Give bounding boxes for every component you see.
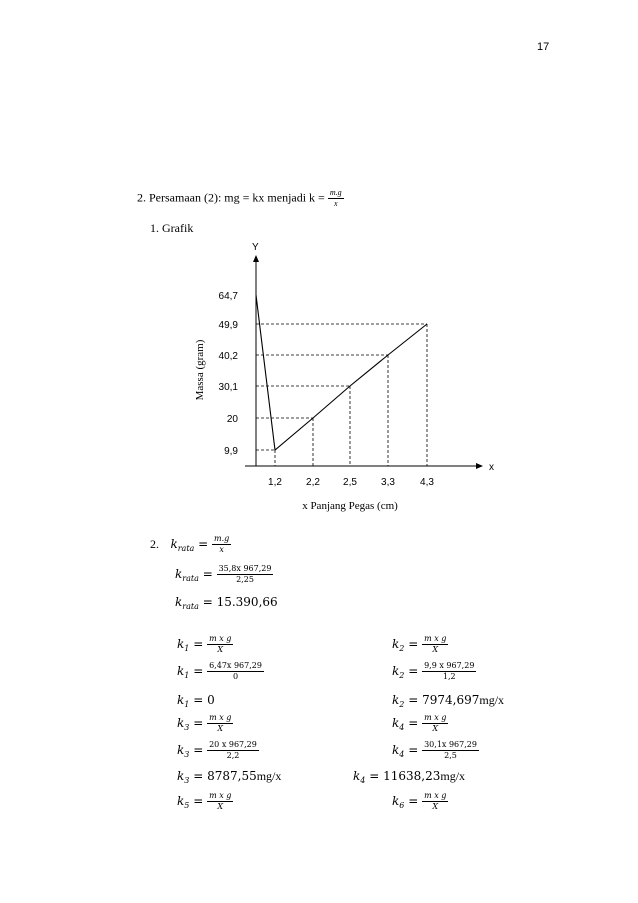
- k2-formula: $k_2$ = $\frac{\text{m x g}}{X}$: [392, 634, 447, 654]
- k3-formula-fraction: $\frac{\text{m x g}}{X}$: [209, 713, 232, 733]
- k-symbol: k: [175, 595, 183, 609]
- k5-formula: $k_5$ = $\frac{\text{m x g}}{X}$: [177, 791, 232, 811]
- k1-formula: $k_1$ = $\frac{\text{m x g}}{X}$: [177, 634, 232, 654]
- y-axis-arrow: [253, 255, 259, 262]
- k2-result: $k_2 = 7974,697mg/x$: [392, 693, 505, 709]
- k1-result: $k_1 = 0$: [177, 693, 215, 709]
- k-avg-result: [175, 595, 278, 611]
- k-avg-fraction: [212, 535, 231, 554]
- y-tick-label: 9,9: [224, 446, 238, 457]
- x-tick-label: 3,3: [381, 477, 395, 488]
- y-axis-title: Massa (gram): [194, 339, 206, 401]
- k-fraction-numerator: m.g: [329, 188, 342, 197]
- k-avg-substitution-fraction: [217, 565, 274, 584]
- k2-substitution: $k_2$ = $\frac{9,9 x 967,29}{1,2}$: [392, 661, 475, 681]
- y-tick-label: 30,1: [218, 382, 238, 393]
- k4-formula-fraction: $\frac{\text{m x g}}{X}$: [424, 713, 447, 733]
- k-fraction-denominator: x: [333, 199, 338, 208]
- k6-formula: $k_6$ = $\frac{\text{m x g}}{X}$: [392, 791, 447, 811]
- x-tick-label: 2,2: [306, 477, 320, 488]
- y-tick-label: 64,7: [218, 291, 238, 302]
- chart-area: [194, 242, 494, 512]
- k4-substitution-fraction: $\frac{30,1x 967,29}{2,5}$: [424, 740, 477, 760]
- k3-formula: $k_3$ = $\frac{\text{m x g}}{X}$: [177, 713, 232, 733]
- k1-substitution-fraction: $\frac{6,47x 967,29}{0}$: [209, 661, 262, 681]
- k-avg-substitution-numerator: 35,8x 967,29: [218, 564, 272, 573]
- k5-formula-fraction: $\frac{\text{m x g}}{X}$: [209, 791, 232, 811]
- x-axis-arrow: [476, 463, 483, 469]
- k4-substitution: $k_4$ = $\frac{30,1x 967,29}{2,5}$: [392, 740, 477, 760]
- k4-result: $k_4 = 11638,23mg/x$: [353, 769, 466, 785]
- k-avg-substitution: [175, 565, 273, 584]
- x-axis-letter: x: [489, 462, 494, 473]
- y-tick-label: 49,9: [218, 320, 238, 331]
- data-series-line: [256, 295, 427, 450]
- k-subscript: rata: [182, 574, 199, 583]
- k-avg-numerator: m.g: [214, 534, 230, 543]
- k-avg-result-value: 15.390,66: [216, 595, 278, 609]
- k1-formula-fraction: $\frac{\text{m x g}}{X}$: [209, 634, 232, 654]
- k-avg-denominator: x: [219, 545, 224, 554]
- k-symbol: k: [170, 537, 178, 551]
- y-tick-label: 20: [226, 414, 238, 425]
- item-2-number: 2.: [150, 537, 159, 551]
- x-tick-label: 4,3: [420, 477, 434, 488]
- k3-substitution: $k_3$ = $\frac{20 x 967,29}{2,2}$: [177, 740, 257, 760]
- k3-result: $k_3 = 8787,55mg/x$: [177, 769, 282, 785]
- x-tick-label: 2,5: [343, 477, 357, 488]
- k2-formula-fraction: $\frac{\text{m x g}}{X}$: [424, 634, 447, 654]
- item-1-heading: 1. Grafik: [150, 221, 194, 235]
- page-number: 17: [537, 41, 550, 53]
- k-subscript: rata: [177, 544, 195, 553]
- k6-formula-fraction: $\frac{\text{m x g}}{X}$: [424, 791, 447, 811]
- equals-sign: =: [202, 567, 213, 581]
- x-axis-title: x Panjang Pegas (cm): [302, 500, 398, 512]
- k-subscript: rata: [182, 602, 199, 611]
- k-avg-formula: [150, 535, 231, 554]
- y-axis-letter: Y: [252, 242, 259, 253]
- k3-substitution-fraction: $\frac{20 x 967,29}{2,2}$: [209, 740, 257, 760]
- k4-formula: $k_4$ = $\frac{\text{m x g}}{X}$: [392, 713, 447, 733]
- k-avg-substitution-denominator: 2,25: [236, 575, 254, 584]
- y-tick-label: 40,2: [218, 351, 238, 362]
- k1-substitution: $k_1$ = $\frac{6,47x 967,29}{0}$: [177, 661, 262, 681]
- x-tick-label: 1,2: [268, 477, 282, 488]
- k-symbol: k: [175, 567, 183, 581]
- k2-substitution-fraction: $\frac{9,9 x 967,29}{1,2}$: [424, 661, 475, 681]
- equals-sign: =: [198, 537, 209, 551]
- equals-sign: =: [202, 595, 213, 609]
- equation-intro-label: 2. Persamaan (2): mg = kx menjadi k =: [137, 190, 325, 205]
